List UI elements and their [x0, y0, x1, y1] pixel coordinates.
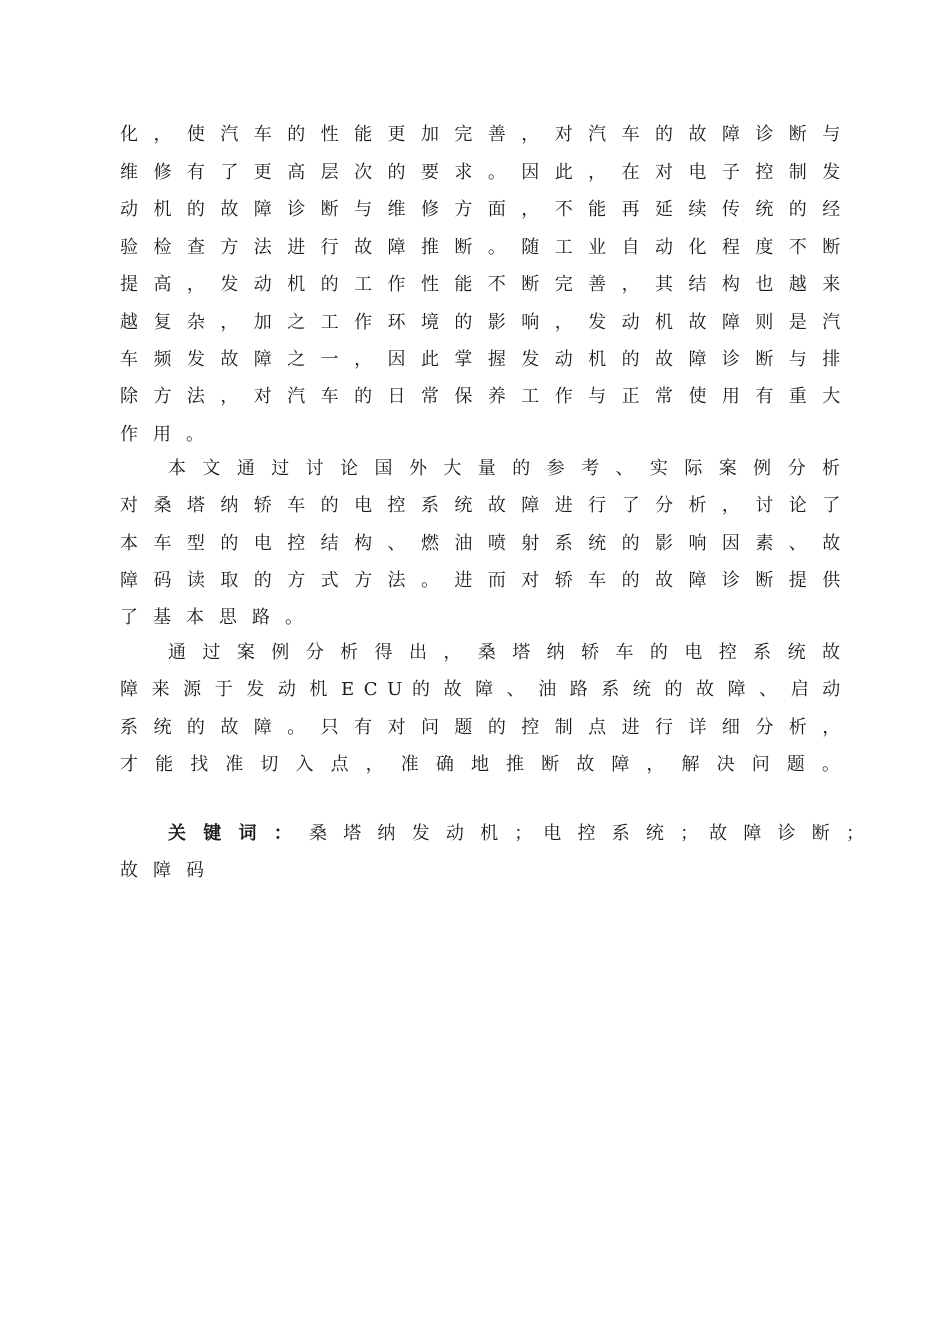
paragraph-3-line-4: 才 能 找 准 切 入 点 ， 准 确 地 推 断 故 障 ， 解 决 问 题 。 [120, 754, 840, 775]
paragraph-1-line-3: 动 机 的 故 障 诊 断 与 维 修 方 面 ， 不 能 再 延 续 传 统 的 经 [120, 199, 841, 220]
paragraph-1-line-1: 化 ， 使 汽 车 的 性 能 更 加 完 善 ， 对 汽 车 的 故 障 诊 断 与 [120, 124, 841, 145]
keywords-list: 桑 塔 纳 发 动 机 ； 电 控 系 统 ； 故 障 诊 断 ； [308, 823, 864, 844]
paragraph-2-line-4: 障 码 读 取 的 方 式 方 法 。 进 而 对 轿 车 的 故 障 诊 断 提 供 [120, 570, 841, 591]
keywords-line-2: 故障码 [120, 860, 219, 881]
paragraph-1-line-4: 验 检 查 方 法 进 行 故 障 推 断 。 随 工 业 自 动 化 程 度 不 断 [120, 237, 841, 258]
paragraph-2-line-2: 对 桑 塔 纳 轿 车 的 电 控 系 统 故 障 进 行 了 分 析 ， 讨 论 了 [120, 495, 841, 516]
paragraph-3-line-2: 障 来 源 于 发 动 机 E C U 的 故 障 、 油 路 系 统 的 故 障 、 启 动 [120, 679, 841, 700]
paragraph-1-line-8: 除 方 法 ， 对 汽 车 的 日 常 保 养 工 作 与 正 常 使 用 有 重 大 [120, 386, 841, 407]
paragraph-1-line-9: 作用。 [120, 424, 219, 445]
paragraph-2-line-5: 了基本思路。 [120, 607, 318, 628]
paragraph-1-line-7: 车 频 发 故 障 之 一 ， 因 此 掌 握 发 动 机 的 故 障 诊 断 与 排 [120, 349, 841, 370]
paragraph-1-line-5: 提 高 ， 发 动 机 的 工 作 性 能 不 断 完 善 ， 其 结 构 也 越 来 [120, 274, 841, 295]
paragraph-2-line-1: 本 文 通 过 讨 论 国 外 大 量 的 参 考 、 实 际 案 例 分 析 [168, 458, 841, 479]
paragraph-3-line-1: 通 过 案 例 分 析 得 出 ， 桑 塔 纳 轿 车 的 电 控 系 统 故 [168, 642, 841, 663]
paragraph-2-line-3: 本 车 型 的 电 控 结 构 、 燃 油 喷 射 系 统 的 影 响 因 素 、 故 [120, 533, 841, 554]
keywords-line-1 [168, 815, 864, 853]
paragraph-3-line-3: 系 统 的 故 障 。 只 有 对 问 题 的 控 制 点 进 行 详 细 分 析 ， [120, 717, 841, 738]
paragraph-1-line-2: 维 修 有 了 更 高 层 次 的 要 求 。 因 此 ， 在 对 电 子 控 制 发 [120, 162, 841, 183]
paragraph-1-line-6: 越 复 杂 ， 加 之 工 作 环 境 的 影 响 ， 发 动 机 故 障 则 是 汽 [120, 312, 841, 333]
keywords-label: 关键词： [168, 823, 309, 844]
